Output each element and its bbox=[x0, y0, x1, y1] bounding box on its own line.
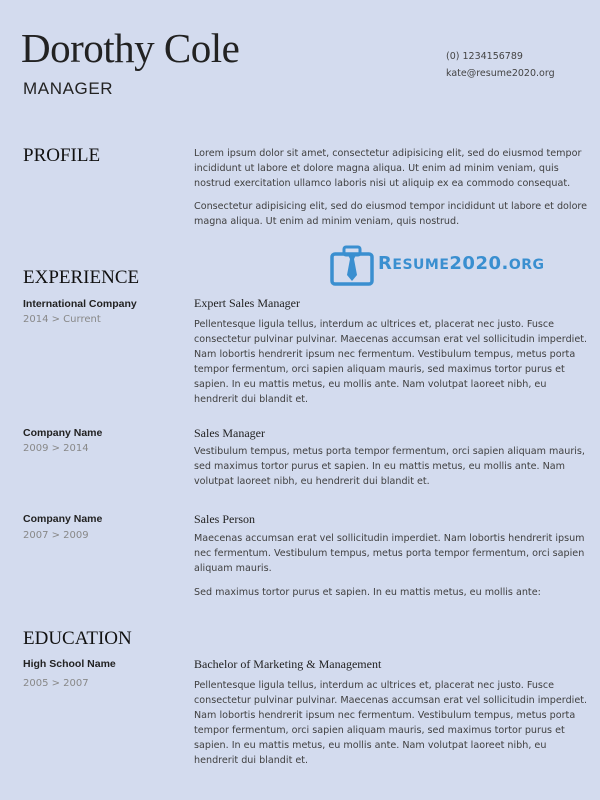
job-2-role: Sales Manager bbox=[194, 426, 265, 440]
education-description: Pellentesque ligula tellus, interdum ac ultrices et, placerat nec justo. Fusce consectetur pulvinar pulvinar. Maecenas accumsan erat vel sollicitudin imperdiet. Nam lobortis hendrerit ipsum nec fermentum. Vestibulum tempus, metus porta tempor fermentum, orci sapien aliquam mauris, sed maximus tortor purus et sapien. In eu mattis metus, eu mollis ante. Nam volutpat laoreet nibh, eu hendrerit dui blandit et. bbox=[194, 680, 588, 766]
job-1-company: International Company bbox=[23, 298, 137, 310]
email-address[interactable]: kate@resume2020.org bbox=[446, 68, 555, 79]
watermark-text bbox=[378, 253, 545, 274]
resume-name: Dorothy Cole bbox=[21, 25, 240, 71]
profile-paragraph-1: Lorem ipsum dolor sit amet, consectetur adipisicing elit, sed do eiusmod tempor incididunt ut labore et dolore magna aliqua. Ut enim ad minim veniam, quis nostrud exercitation ullamco laboris nisi ut aliquip ex ea commodo consequat. bbox=[194, 148, 582, 189]
job-2-description: Vestibulum tempus, metus porta tempor fermentum, orci sapien aliquam mauris, sed maximus tortor purus et sapien. In eu mattis metus, eu mollis ante. Nam volutpat laoreet nibh, eu hendrerit dui blandit et. bbox=[194, 446, 585, 487]
education-dates: 2005 > 2007 bbox=[23, 678, 89, 689]
experience-heading: EXPERIENCE bbox=[23, 267, 140, 288]
job-1-role: Expert Sales Manager bbox=[194, 296, 300, 310]
job-3-dates: 2007 > 2009 bbox=[23, 530, 89, 541]
job-3-description-1: Maecenas accumsan erat vel sollicitudin imperdiet. Nam lobortis hendrerit ipsum nec fermentum. Vestibulum tempus, metus porta tempor fermentum, orci sapien aliquam mauris. bbox=[194, 533, 585, 574]
watermark-part-2: 2020. bbox=[449, 253, 509, 274]
job-1-description: Pellentesque ligula tellus, interdum ac ultrices et, placerat nec justo. Fusce consectetur pulvinar pulvinar. Maecenas accumsan erat vel sollicitudin imperdiet. Nam lobortis hendrerit ipsum nec fermentum. Vestibulum tempus, metus porta tempor fermentum, orci sapien aliquam mauris, sed maximus tortor purus et sapien. In eu mattis metus, eu mollis ante. Nam volutpat laoreet nibh, eu hendrerit dui blandit et. bbox=[194, 319, 588, 405]
job-3-description-2: Sed maximus tortor purus et sapien. In eu mattis metus, eu mollis ante: bbox=[194, 587, 541, 598]
job-3-company: Company Name bbox=[23, 513, 103, 525]
education-school: High School Name bbox=[23, 658, 116, 670]
watermark-part-3: ORG bbox=[508, 257, 545, 273]
job-1-dates: 2014 > Current bbox=[23, 314, 101, 325]
job-2-dates: 2009 > 2014 bbox=[23, 443, 89, 454]
contact-block bbox=[446, 48, 555, 82]
watermark-part-1: ESUME bbox=[392, 257, 450, 273]
job-3-role: Sales Person bbox=[194, 512, 255, 526]
profile-paragraph-2: Consectetur adipisicing elit, sed do eiusmod tempor incididunt ut labore et dolore magna aliqua. Ut enim ad minim veniam, quis nostrud. bbox=[194, 201, 588, 227]
education-degree: Bachelor of Marketing & Management bbox=[194, 657, 382, 671]
resume-job-title: MANAGER bbox=[23, 79, 114, 98]
watermark-letter-r: R bbox=[378, 253, 393, 274]
education-heading: EDUCATION bbox=[23, 628, 132, 649]
resume2020-watermark-logo bbox=[330, 245, 575, 289]
phone-number: (0) 1234156789 bbox=[446, 51, 523, 62]
profile-heading: PROFILE bbox=[23, 145, 101, 166]
briefcase-tie-icon bbox=[330, 245, 374, 289]
job-2-company: Company Name bbox=[23, 427, 103, 439]
